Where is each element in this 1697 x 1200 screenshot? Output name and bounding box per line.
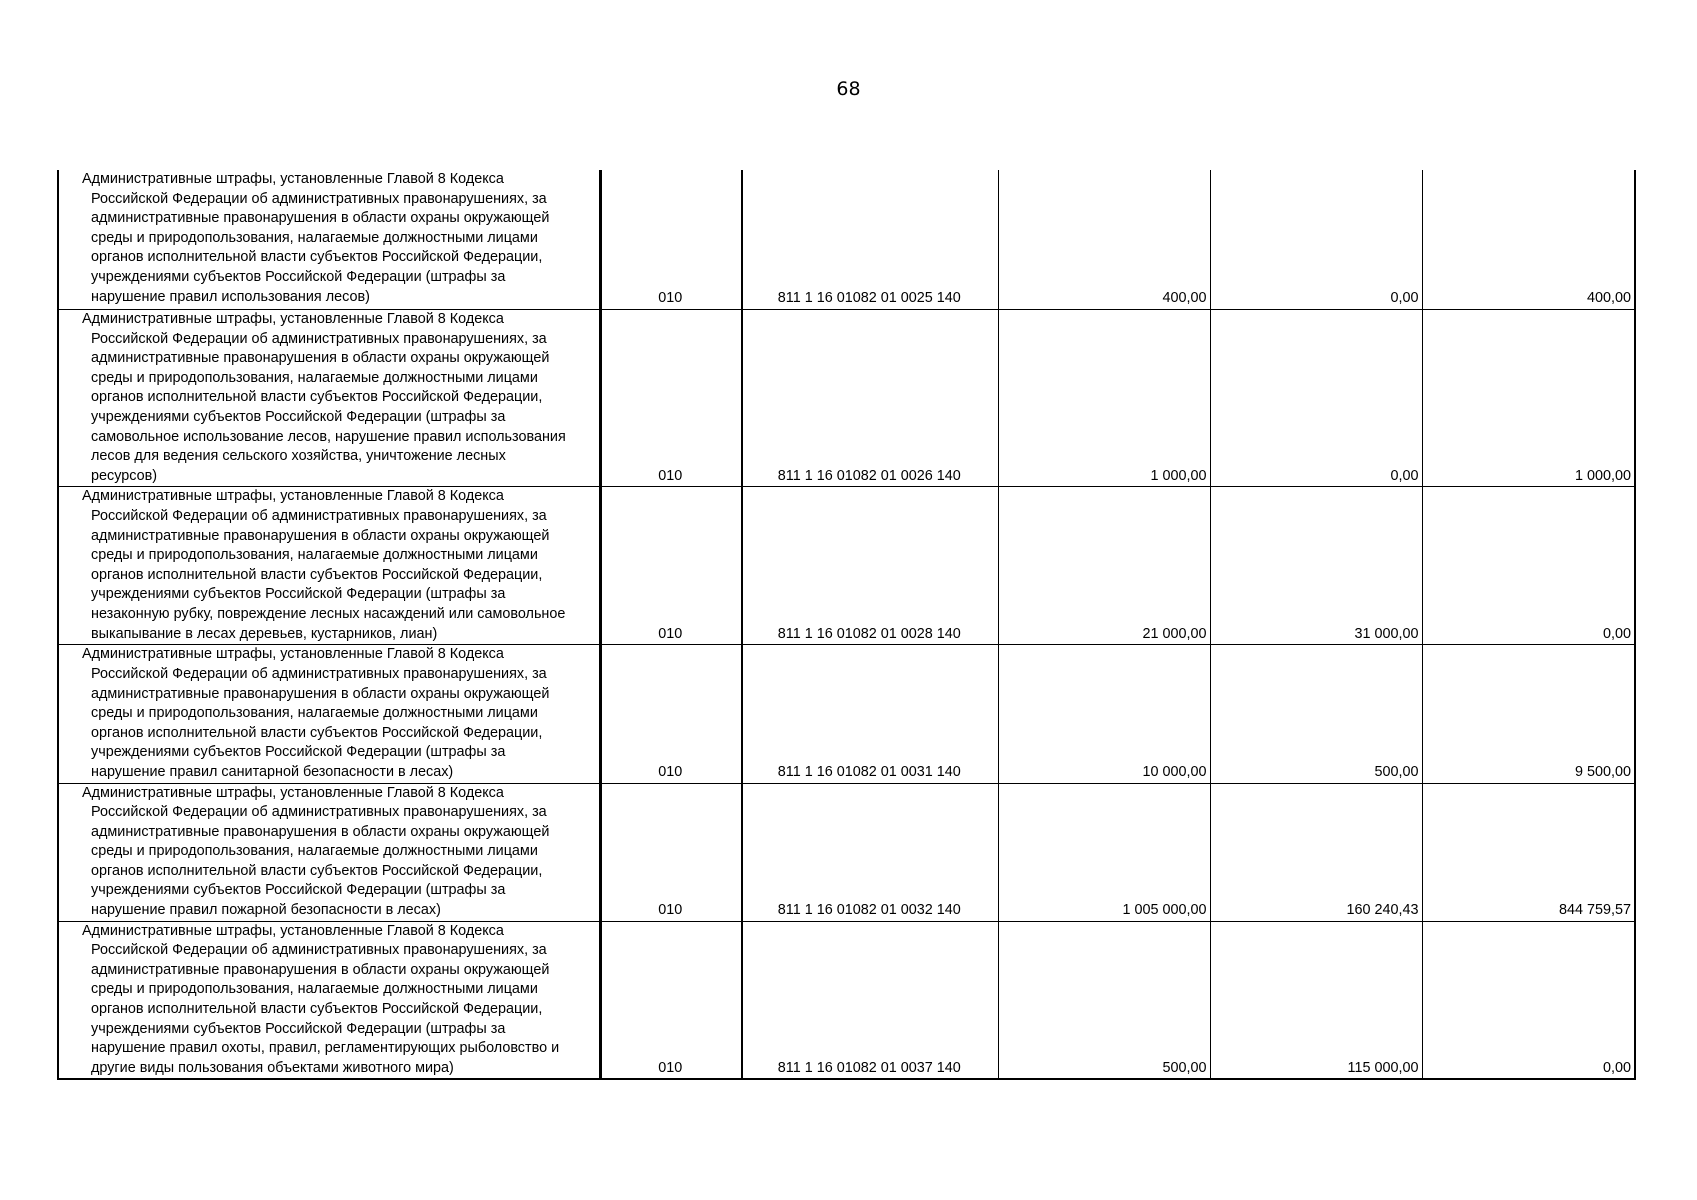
table-row xyxy=(58,783,1635,921)
budget-code-cell: 811 1 16 01082 01 0031 140 xyxy=(742,645,998,783)
line-code-cell: 010 xyxy=(600,310,742,487)
budget-code-cell: 811 1 16 01082 01 0037 140 xyxy=(742,921,998,1079)
revenue-name-cell: Административные штрафы, установленные Главой 8 Кодекса Российской Федерации об административных правонарушениях, за административные правонарушения в области охраны окружающей среды и природопользования, налагаемые должностными лицами органов исполнительной власти субъектов Российской Федерации, учреждениями субъектов Российской Федерации (штрафы за нарушение правил санитарной безопасности в лесах) xyxy=(58,645,600,783)
table-row xyxy=(58,170,1635,310)
table-row xyxy=(58,310,1635,487)
budget-code-cell: 811 1 16 01082 01 0032 140 xyxy=(742,783,998,921)
approved-amount-cell: 1 000,00 xyxy=(998,310,1210,487)
unexecuted-amount-cell: 0,00 xyxy=(1422,921,1635,1079)
approved-amount-cell: 500,00 xyxy=(998,921,1210,1079)
budget-code-cell: 811 1 16 01082 01 0025 140 xyxy=(742,170,998,310)
line-code-cell: 010 xyxy=(600,921,742,1079)
revenue-name-cell: Административные штрафы, установленные Главой 8 Кодекса Российской Федерации об административных правонарушениях, за административные правонарушения в области охраны окружающей среды и природопользования, налагаемые должностными лицами органов исполнительной власти субъектов Российской Федерации, учреждениями субъектов Российской Федерации (штрафы за нарушение правил использования лесов) xyxy=(58,170,600,310)
unexecuted-amount-cell: 400,00 xyxy=(1422,170,1635,310)
budget-code-cell: 811 1 16 01082 01 0026 140 xyxy=(742,310,998,487)
revenue-table xyxy=(57,170,1636,1080)
unexecuted-amount-cell: 1 000,00 xyxy=(1422,310,1635,487)
executed-amount-cell: 0,00 xyxy=(1210,170,1422,310)
revenue-name-cell: Административные штрафы, установленные Главой 8 Кодекса Российской Федерации об административных правонарушениях, за административные правонарушения в области охраны окружающей среды и природопользования, налагаемые должностными лицами органов исполнительной власти субъектов Российской Федерации, учреждениями субъектов Российской Федерации (штрафы за нарушение правил охоты, правил, регламентирующих рыболовство и другие виды пользования объектами животного мира) xyxy=(58,921,600,1079)
unexecuted-amount-cell: 844 759,57 xyxy=(1422,783,1635,921)
line-code-cell: 010 xyxy=(600,170,742,310)
table-row xyxy=(58,921,1635,1079)
approved-amount-cell: 10 000,00 xyxy=(998,645,1210,783)
table-row xyxy=(58,487,1635,645)
approved-amount-cell: 400,00 xyxy=(998,170,1210,310)
approved-amount-cell: 1 005 000,00 xyxy=(998,783,1210,921)
page-number: 68 xyxy=(836,78,861,100)
executed-amount-cell: 0,00 xyxy=(1210,310,1422,487)
executed-amount-cell: 31 000,00 xyxy=(1210,487,1422,645)
line-code-cell: 010 xyxy=(600,783,742,921)
approved-amount-cell: 21 000,00 xyxy=(998,487,1210,645)
revenue-name-cell: Административные штрафы, установленные Главой 8 Кодекса Российской Федерации об административных правонарушениях, за административные правонарушения в области охраны окружающей среды и природопользования, налагаемые должностными лицами органов исполнительной власти субъектов Российской Федерации, учреждениями субъектов Российской Федерации (штрафы за нарушение правил пожарной безопасности в лесах) xyxy=(58,783,600,921)
unexecuted-amount-cell: 0,00 xyxy=(1422,487,1635,645)
revenue-name-cell: Административные штрафы, установленные Главой 8 Кодекса Российской Федерации об административных правонарушениях, за административные правонарушения в области охраны окружающей среды и природопользования, налагаемые должностными лицами органов исполнительной власти субъектов Российской Федерации, учреждениями субъектов Российской Федерации (штрафы за самовольное использование лесов, нарушение правил использования лесов для ведения сельского хозяйства, уничтожение лесных ресурсов) xyxy=(58,310,600,487)
executed-amount-cell: 115 000,00 xyxy=(1210,921,1422,1079)
unexecuted-amount-cell: 9 500,00 xyxy=(1422,645,1635,783)
revenue-name-cell: Административные штрафы, установленные Главой 8 Кодекса Российской Федерации об административных правонарушениях, за административные правонарушения в области охраны окружающей среды и природопользования, налагаемые должностными лицами органов исполнительной власти субъектов Российской Федерации, учреждениями субъектов Российской Федерации (штрафы за незаконную рубку, повреждение лесных насаждений или самовольное выкапывание в лесах деревьев, кустарников, лиан) xyxy=(58,487,600,645)
table-row xyxy=(58,645,1635,783)
executed-amount-cell: 500,00 xyxy=(1210,645,1422,783)
budget-code-cell: 811 1 16 01082 01 0028 140 xyxy=(742,487,998,645)
line-code-cell: 010 xyxy=(600,487,742,645)
line-code-cell: 010 xyxy=(600,645,742,783)
executed-amount-cell: 160 240,43 xyxy=(1210,783,1422,921)
